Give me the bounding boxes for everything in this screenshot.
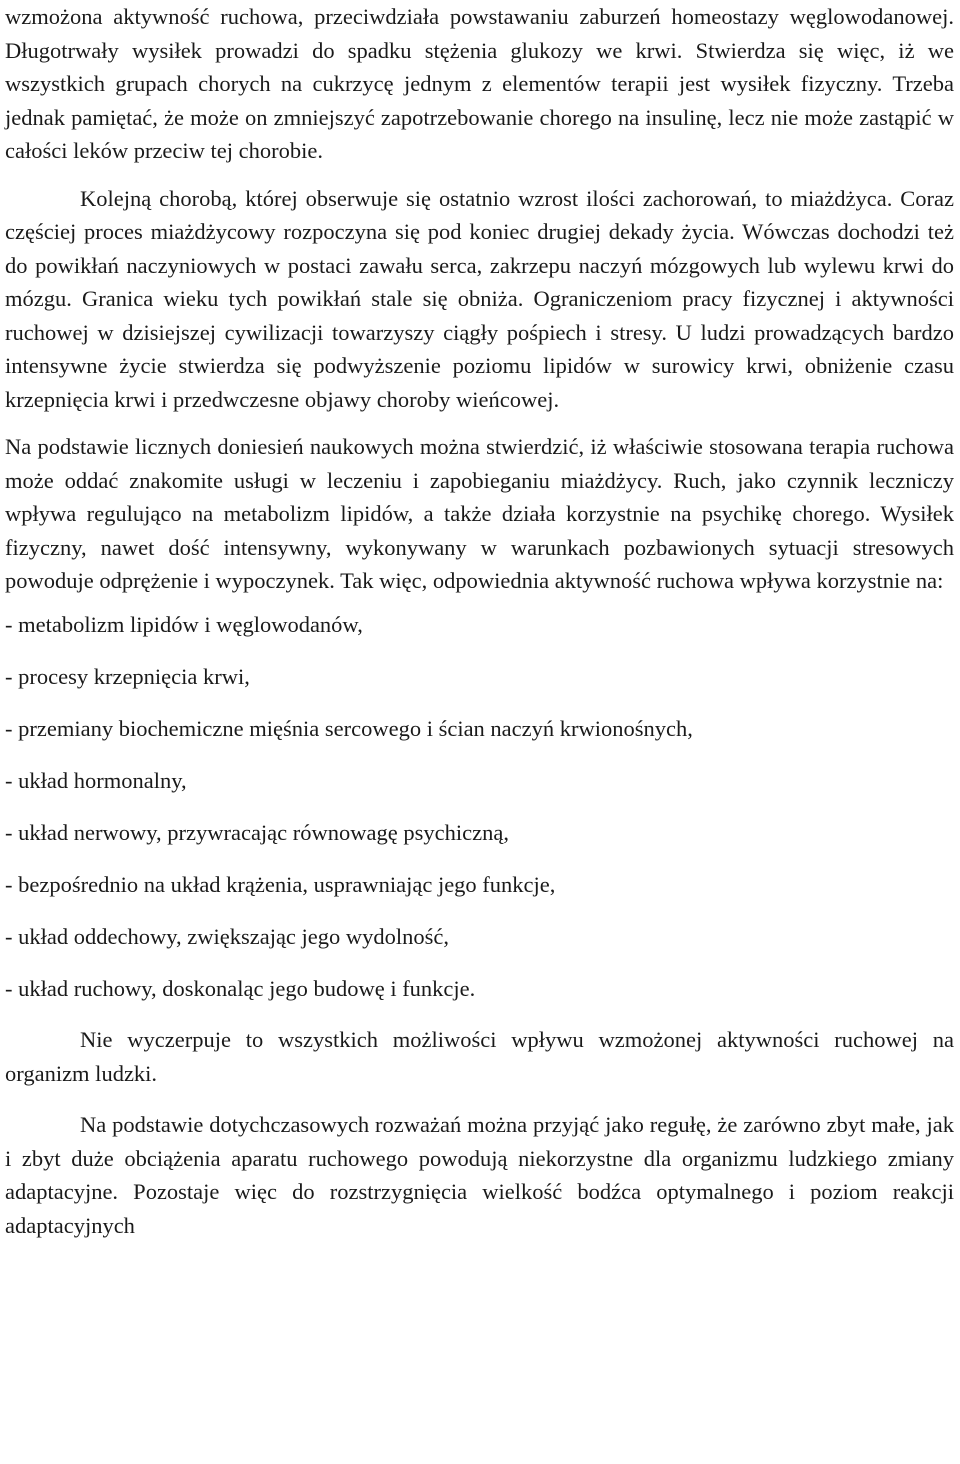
- list-item: - bezpośrednio na układ krążenia, usprawniając jego funkcje,: [5, 871, 556, 897]
- paragraph-diabetes: wzmożona aktywność ruchowa, przeciwdziała powstawaniu zaburzeń homeostazy węglowodanowej. Długotrwały wysiłek prowadzi do spadku stężenia glukozy we krwi. Stwierdza się więc, iż we wszystkich grupach chorych na cukrzycę jednym z elementów terapii jest wysiłek fizyczny. Trzeba jednak pamiętać, że może on zmniejszyć zapotrzebowanie chorego na insulinę, lecz nie może zastąpić w całości leków przeciw tej chorobie.: [5, 4, 954, 163]
- list-item: - układ nerwowy, przywracając równowagę psychiczną,: [5, 819, 509, 845]
- paragraph-motion-therapy: Na podstawie licznych doniesień naukowych można stwierdzić, iż właściwie stosowana terapia ruchowa może oddać znakomite usługi w leczeniu i zapobieganiu miażdżycy. Ruch, jako czynnik leczniczy wpływa regulująco na metabolizm lipidów, a także działa korzystnie na psychikę chorego. Wysiłek fizyczny, nawet dość intensywny, wykonywany w warunkach pozbawionych sytuacji stresowych powoduje odprężenie i wypoczynek. Tak więc, odpowiednia aktywność ruchowa wpływa korzystnie na:: [5, 434, 954, 593]
- list-item: - układ oddechowy, zwiększając jego wydolność,: [5, 923, 450, 949]
- paragraph-not-exhaustive: Nie wyczerpuje to wszystkich możliwości wpływu wzmożonej aktywności ruchowej na organizm ludzki.: [5, 1027, 954, 1086]
- list-item: - układ ruchowy, doskonaląc jego budowę i funkcje.: [5, 975, 476, 1001]
- paragraph-atherosclerosis: Kolejną chorobą, której obserwuje się ostatnio wzrost ilości zachorowań, to miażdżyca. Coraz częściej proces miażdżycowy rozpoczyna się pod koniec drugiej dekady życia. Wówczas dochodzi też do powikłań naczyniowych w postaci zawału serca, zakrzepu naczyń mózgowych lub wylewu krwi do mózgu. Granica wieku tych powikłań stale się obniża. Ograniczeniom pracy fizycznej i aktywności ruchowej w dzisiejszej cywilizacji towarzyszy ciągły pośpiech i stresy. U ludzi prowadzących bardzo intensywne życie stwierdza się podwyższenie poziomu lipidów w surowicy krwi, obniżenie czasu krzepnięcia krwi i przedwczesne objawy choroby wieńcowej.: [5, 185, 954, 412]
- list-item: - metabolizm lipidów i węglowodanów,: [5, 611, 363, 637]
- benefits-list: [5, 608, 954, 1006]
- list-item: - przemiany biochemiczne mięśnia sercowego i ścian naczyń krwionośnych,: [5, 715, 693, 741]
- paragraph-optimal-stimulus: Na podstawie dotychczasowych rozważań można przyjąć jako regułę, że zarówno zbyt małe, jak i zbyt duże obciążenia aparatu ruchowego powodują niekorzystne dla organizmu ludzkiego zmiany adaptacyjne. Pozostaje więc do rozstrzygnięcia wielkość bodźca optymalnego i poziom reakcji adaptacyjnych: [5, 1112, 954, 1238]
- list-item: - procesy krzepnięcia krwi,: [5, 663, 250, 689]
- list-item: - układ hormonalny,: [5, 767, 187, 793]
